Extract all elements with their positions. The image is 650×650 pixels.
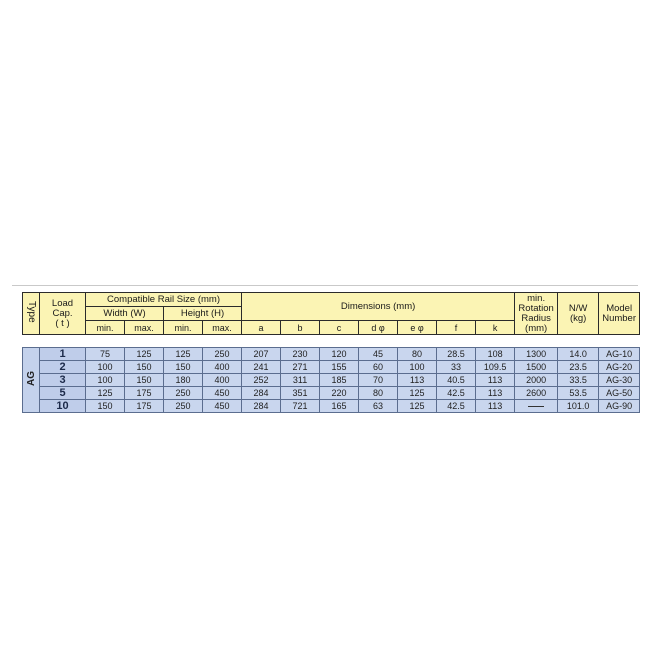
height-max-cell: 400 [203,361,242,374]
dim-d-cell: 45 [359,348,398,361]
width-min-cell: 150 [86,400,125,413]
height-header: Height (H) [164,307,242,321]
model-number-cell: AG-10 [599,348,640,361]
model-number-cell: AG-20 [599,361,640,374]
dim-f-cell: 28.5 [437,348,476,361]
nw-cell: 33.5 [558,374,599,387]
dim-d-cell: 60 [359,361,398,374]
width-min-cell: 125 [86,387,125,400]
dim-f-header: f [437,321,476,335]
dim-b-cell: 351 [281,387,320,400]
spec-table-container [22,292,638,413]
nw-header: N/W (kg) [558,293,599,335]
not-applicable-dash [528,406,544,407]
height-min-cell: 180 [164,374,203,387]
height-max-cell: 400 [203,374,242,387]
top-rule [12,285,638,286]
dim-e-header: e φ [398,321,437,335]
table-header [23,293,640,335]
dim-e-cell: 125 [398,400,437,413]
model-number-cell: AG-30 [599,374,640,387]
dim-f-cell: 42.5 [437,400,476,413]
table-row [23,374,640,387]
dim-c-cell: 120 [320,348,359,361]
dim-a-cell: 252 [242,374,281,387]
rotation-radius-header: min. Rotation Radius (mm) [515,293,558,335]
dim-a-cell: 241 [242,361,281,374]
nw-cell: 23.5 [558,361,599,374]
rotation-radius-cell: 2600 [515,387,558,400]
width-max-cell: 175 [125,400,164,413]
height-max-cell: 250 [203,348,242,361]
dim-b-cell: 230 [281,348,320,361]
dim-c-cell: 185 [320,374,359,387]
model-number-cell: AG-90 [599,400,640,413]
load-cap-header: Load Cap. ( t ) [40,293,86,335]
dim-k-cell: 109.5 [476,361,515,374]
dim-c-cell: 155 [320,361,359,374]
width-min-header: min. [86,321,125,335]
dim-k-cell: 113 [476,387,515,400]
dim-e-cell: 80 [398,348,437,361]
width-header: Width (W) [86,307,164,321]
height-max-cell: 450 [203,387,242,400]
table-row [23,387,640,400]
load-cap-cell: 2 [40,361,86,374]
nw-cell: 14.0 [558,348,599,361]
height-min-cell: 250 [164,400,203,413]
height-min-cell: 150 [164,361,203,374]
width-max-header: max. [125,321,164,335]
load-cap-cell: 5 [40,387,86,400]
dim-a-header: a [242,321,281,335]
model-number-cell: AG-50 [599,387,640,400]
width-max-cell: 150 [125,361,164,374]
table-row [23,400,640,413]
height-min-header: min. [164,321,203,335]
dim-a-cell: 207 [242,348,281,361]
load-cap-cell: 1 [40,348,86,361]
dim-a-cell: 284 [242,387,281,400]
model-number-header: Model Number [599,293,640,335]
dim-e-cell: 113 [398,374,437,387]
rail-size-header: Compatible Rail Size (mm) [86,293,242,307]
dim-f-cell: 42.5 [437,387,476,400]
dim-e-cell: 125 [398,387,437,400]
width-min-cell: 75 [86,348,125,361]
dim-d-cell: 70 [359,374,398,387]
dim-b-cell: 311 [281,374,320,387]
dim-d-cell: 80 [359,387,398,400]
height-max-cell: 450 [203,400,242,413]
dim-d-cell: 63 [359,400,398,413]
table-body [23,348,640,413]
rotation-radius-cell: 1500 [515,361,558,374]
width-max-cell: 175 [125,387,164,400]
dim-f-cell: 40.5 [437,374,476,387]
dim-c-cell: 220 [320,387,359,400]
dim-k-cell: 113 [476,400,515,413]
dim-b-header: b [281,321,320,335]
dim-e-cell: 100 [398,361,437,374]
type-cell: AG [23,348,40,413]
dim-f-cell: 33 [437,361,476,374]
dimensions-header: Dimensions (mm) [242,293,515,321]
height-min-cell: 125 [164,348,203,361]
load-cap-cell: 10 [40,400,86,413]
dim-k-cell: 113 [476,374,515,387]
table-row [23,348,640,361]
rotation-radius-cell: 2000 [515,374,558,387]
rotation-radius-cell: 1300 [515,348,558,361]
height-min-cell: 250 [164,387,203,400]
type-header: Type [23,293,40,335]
nw-cell: 53.5 [558,387,599,400]
dim-k-header: k [476,321,515,335]
table-row [23,361,640,374]
dim-b-cell: 271 [281,361,320,374]
rotation-radius-cell [515,400,558,413]
spec-table [22,292,640,413]
dim-d-header: d φ [359,321,398,335]
dim-a-cell: 284 [242,400,281,413]
dim-c-cell: 165 [320,400,359,413]
width-min-cell: 100 [86,361,125,374]
width-max-cell: 150 [125,374,164,387]
load-cap-cell: 3 [40,374,86,387]
dim-b-cell: 721 [281,400,320,413]
dim-k-cell: 108 [476,348,515,361]
width-min-cell: 100 [86,374,125,387]
width-max-cell: 125 [125,348,164,361]
dim-c-header: c [320,321,359,335]
nw-cell: 101.0 [558,400,599,413]
height-max-header: max. [203,321,242,335]
